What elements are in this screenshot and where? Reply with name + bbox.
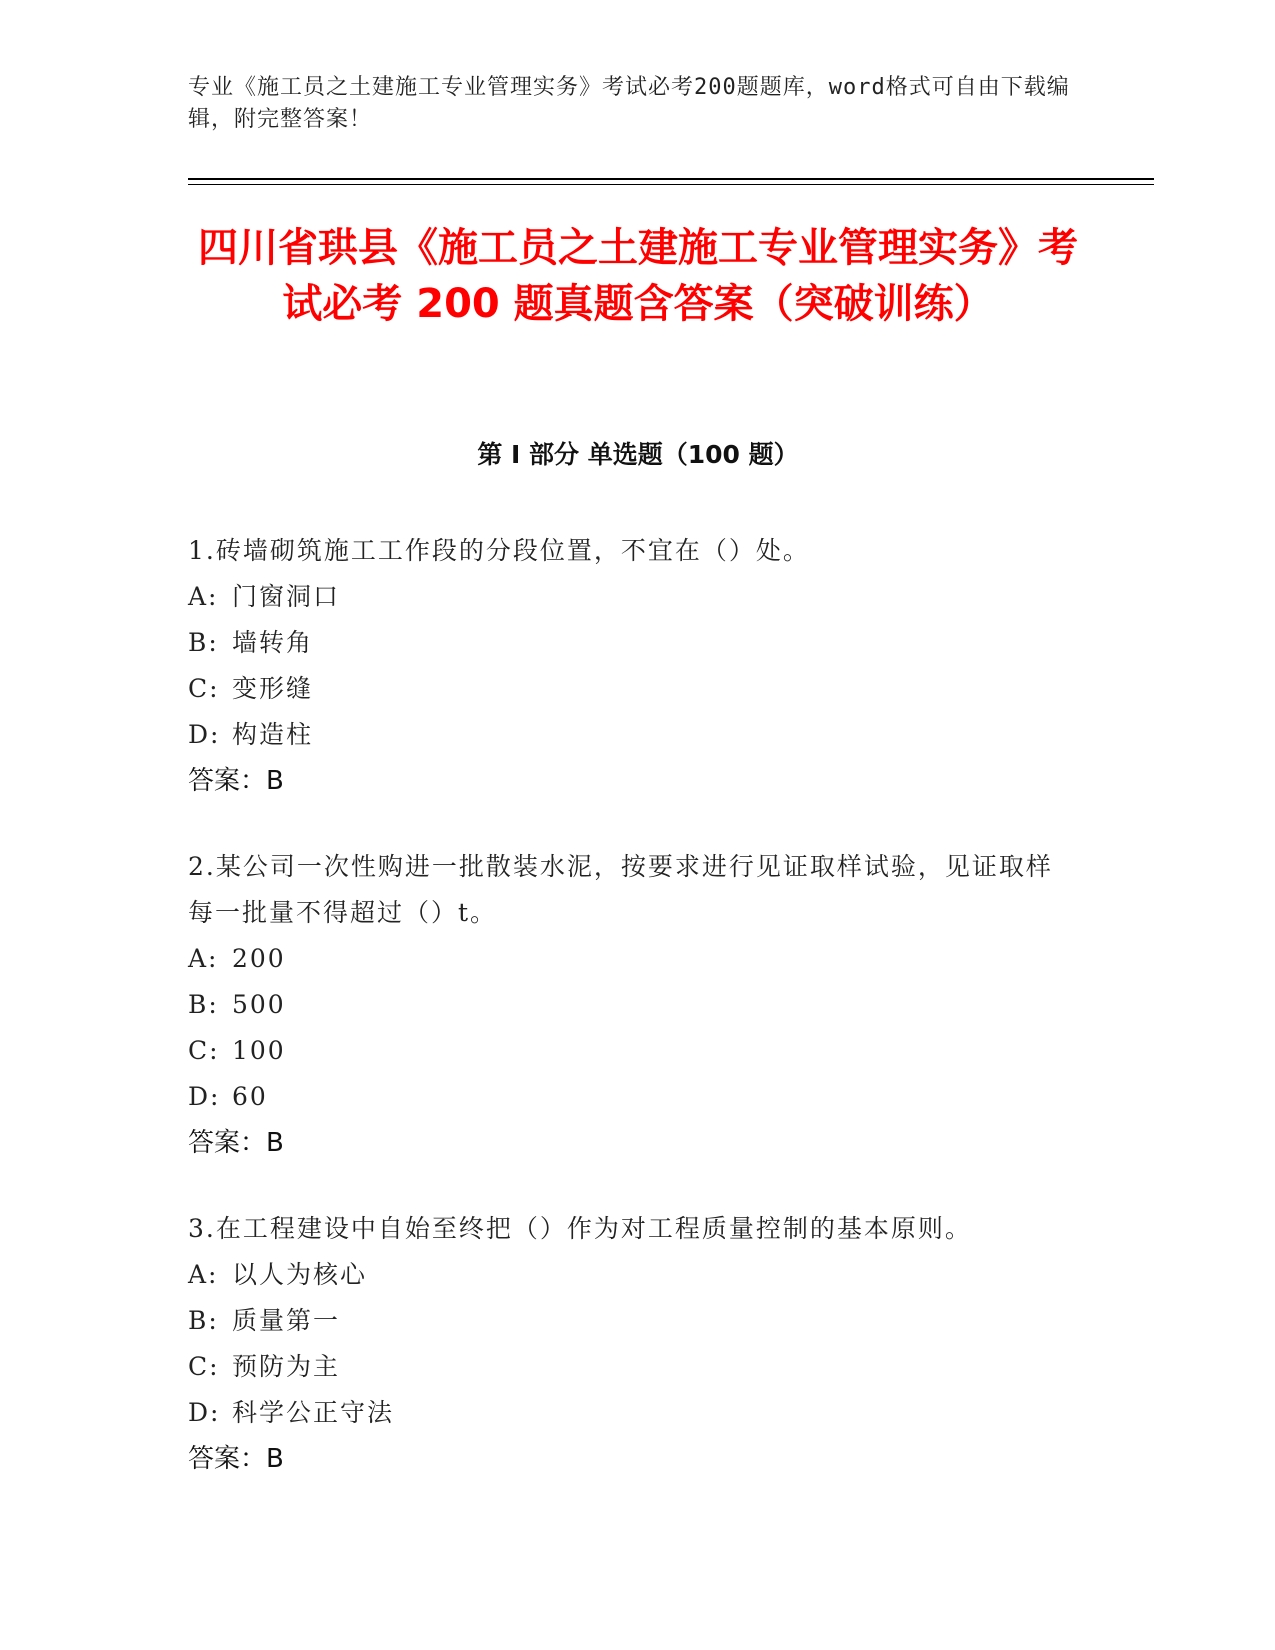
option-text: 500 bbox=[232, 990, 286, 1019]
option-letter: A: bbox=[188, 582, 219, 611]
option-c bbox=[188, 666, 1068, 712]
option-text: 质量第一 bbox=[232, 1306, 341, 1335]
option-c bbox=[188, 1028, 1068, 1074]
answer: 答案：B bbox=[188, 1444, 284, 1474]
option-text: 以人为核心 bbox=[232, 1260, 368, 1289]
option-text: 200 bbox=[232, 944, 286, 973]
question-1 bbox=[188, 528, 1068, 804]
option-letter: B: bbox=[188, 990, 219, 1019]
option-a bbox=[188, 936, 1068, 982]
option-letter: C: bbox=[188, 674, 220, 703]
option-text: 60 bbox=[232, 1082, 268, 1111]
option-letter: A: bbox=[188, 1260, 219, 1289]
option-letter: A: bbox=[188, 944, 219, 973]
option-text: 100 bbox=[232, 1036, 286, 1065]
option-letter: D: bbox=[188, 720, 221, 749]
option-b bbox=[188, 982, 1068, 1028]
question-stem: 3.在工程建设中自始至终把（）作为对工程质量控制的基本原则。 bbox=[188, 1214, 972, 1243]
option-text: 墙转角 bbox=[232, 628, 314, 657]
option-letter: B: bbox=[188, 628, 219, 657]
option-letter: C: bbox=[188, 1352, 220, 1381]
option-b bbox=[188, 620, 1068, 666]
option-text: 变形缝 bbox=[232, 674, 314, 703]
option-text: 构造柱 bbox=[232, 720, 314, 749]
question-stem: 1.砖墙砌筑施工工作段的分段位置，不宜在（）处。 bbox=[188, 536, 810, 565]
question-list bbox=[188, 528, 1068, 1522]
option-c bbox=[188, 1344, 1068, 1390]
answer: 答案：B bbox=[188, 766, 284, 796]
document-title: 四川省珙县《施工员之土建施工专业管理实务》考试必考 200 题真题含答案（突破训练） bbox=[198, 225, 1078, 327]
option-letter: C: bbox=[188, 1036, 220, 1065]
question-2 bbox=[188, 844, 1068, 1166]
question-stem: 2.某公司一次性购进一批散装水泥，按要求进行见证取样试验，见证取样每一批量不得超过（）t。 bbox=[188, 852, 1053, 927]
option-text: 科学公正守法 bbox=[232, 1398, 395, 1427]
option-text: 预防为主 bbox=[232, 1352, 341, 1381]
option-d bbox=[188, 712, 1068, 758]
header-rule-thin bbox=[188, 184, 1154, 185]
option-a bbox=[188, 1252, 1068, 1298]
header-rule-thick bbox=[188, 178, 1154, 180]
option-text: 门窗洞口 bbox=[232, 582, 341, 611]
option-letter: B: bbox=[188, 1306, 219, 1335]
option-a bbox=[188, 574, 1068, 620]
option-d bbox=[188, 1074, 1068, 1120]
option-letter: D: bbox=[188, 1082, 221, 1111]
answer: 答案：B bbox=[188, 1128, 284, 1158]
option-letter: D: bbox=[188, 1398, 221, 1427]
section-title: 第 I 部分 单选题（100 题） bbox=[477, 440, 799, 469]
option-b bbox=[188, 1298, 1068, 1344]
header-note: 专业《施工员之土建施工专业管理实务》考试必考200题题库，word格式可自由下载编辑，附完整答案！ bbox=[188, 75, 1070, 132]
question-3 bbox=[188, 1206, 1068, 1482]
option-d bbox=[188, 1390, 1068, 1436]
